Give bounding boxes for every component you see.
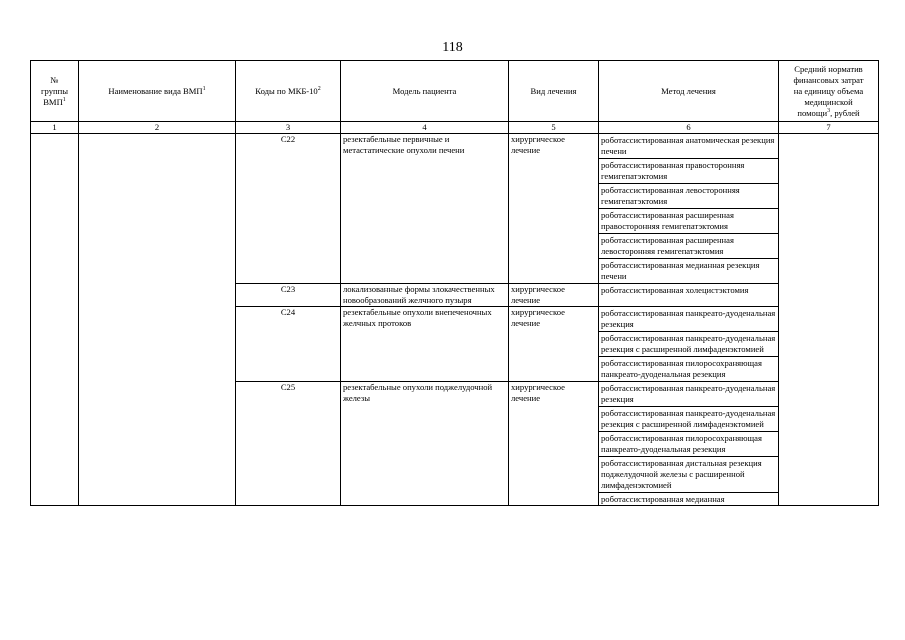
header-patient-model: Модель пациента — [341, 61, 509, 122]
page-number: 118 — [442, 40, 463, 55]
column-number: 2 — [79, 122, 236, 134]
header-group-number: № группы ВМП$^1$ — [31, 61, 79, 122]
method-item: роботассистированная панкреато-дуоденальная резекция — [599, 382, 778, 407]
method-item: роботассистированная правосторонняя гемигепатэктомия — [599, 159, 778, 184]
patient-model: локализованные формы злокачественных новообразований желчного пузыря — [341, 284, 509, 307]
icd-code: C23 — [236, 284, 341, 307]
method-item: роботассистированная расширенная правосторонняя гемигепатэктомия — [599, 209, 778, 234]
method-item: роботассистированная медианная — [601, 494, 725, 504]
method-item: роботассистированная медианная резекция печени — [601, 260, 760, 281]
column-number: 6 — [599, 122, 779, 134]
method-item: роботассистированная пилоросохраняющая панкреато-дуоденальная резекция — [599, 432, 778, 457]
patient-model: резектабельные первичные и метастатические опухоли печени — [341, 134, 509, 284]
group-number-cell — [31, 134, 79, 506]
icd-code: C22 — [236, 134, 341, 284]
patient-model: резектабельные опухоли поджелудочной железы — [341, 382, 509, 506]
cost-cell — [779, 134, 879, 506]
method-item: роботассистированная расширенная левосторонняя гемигепатэктомия — [599, 234, 778, 259]
method-item: роботассистированная панкреато-дуоденальная резекция с расширенной лимфаденэктомией — [599, 407, 778, 432]
header-treatment-method: Метод лечения — [599, 61, 779, 122]
column-number: 3 — [236, 122, 341, 134]
header-cost-standard: Средний норматив финансовых затрат на единицу объема медицинской помощи$^3$, рублей — [779, 61, 879, 122]
header-row — [31, 61, 879, 122]
method-item: роботассистированная панкреато-дуоденальная резекция — [599, 307, 778, 332]
column-numbers-row — [31, 122, 879, 134]
method-item: роботассистированная анатомическая резекция печени — [599, 134, 778, 159]
treatment-type: хирургическое лечение — [509, 134, 599, 284]
icd-code: C24 — [236, 307, 341, 382]
header-vmp-name: Наименование вида ВМП$^1$ — [79, 61, 236, 122]
column-number: 7 — [779, 122, 879, 134]
method-item: роботассистированная левосторонняя гемигепатэктомия — [599, 184, 778, 209]
treatment-methods — [599, 382, 779, 506]
column-number: 1 — [31, 122, 79, 134]
treatment-type: хирургическое лечение — [509, 307, 599, 382]
header-treatment-type: Вид лечения — [509, 61, 599, 122]
vmp-table — [30, 60, 879, 506]
vmp-name-cell — [79, 134, 236, 506]
method-item: роботассистированная панкреато-дуоденальная резекция с расширенной лимфаденэктомией — [599, 332, 778, 357]
column-number: 4 — [341, 122, 509, 134]
method-item: роботассистированная дистальная резекция поджелудочной железы с расширенной лимфаденэктомией — [599, 457, 778, 493]
column-number: 5 — [509, 122, 599, 134]
treatment-methods — [599, 284, 779, 307]
treatment-type: хирургическое лечение — [509, 382, 599, 506]
method-item: роботассистированная пилоросохраняющая панкреато-дуоденальная резекция — [601, 358, 762, 379]
table-row — [31, 134, 879, 284]
treatment-methods — [599, 307, 779, 382]
patient-model: резектабельные опухоли внепеченочных желчных протоков — [341, 307, 509, 382]
treatment-methods — [599, 134, 779, 284]
header-icd-codes: Коды по МКБ-$10^2$ — [236, 61, 341, 122]
method-item: роботассистированная холецистэктомия — [601, 285, 749, 295]
icd-code: C25 — [236, 382, 341, 506]
treatment-type: хирургическое лечение — [509, 284, 599, 307]
